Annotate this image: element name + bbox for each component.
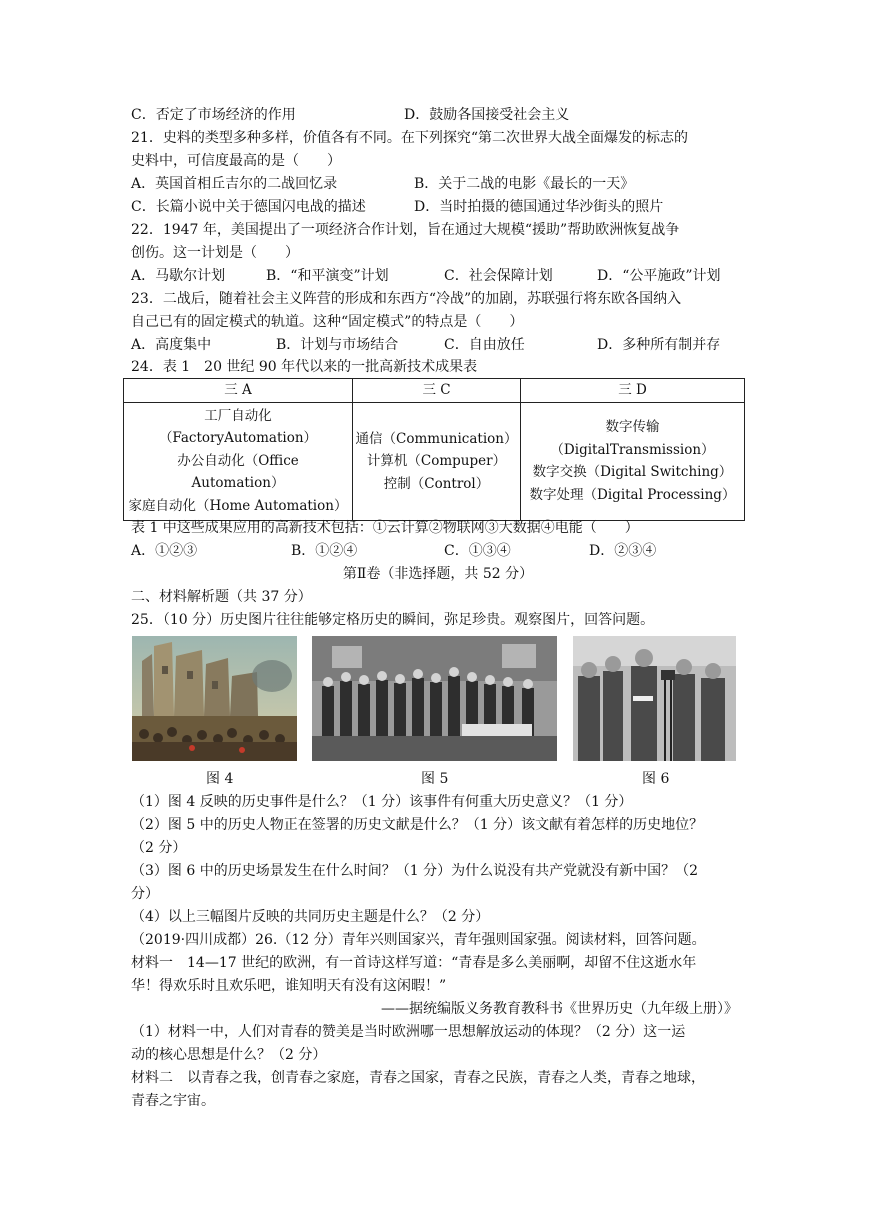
q22-option-d: D．“公平施政”计划	[597, 268, 721, 284]
q26-part-1: （1）材料一中，人们对青春的赞美是当时欧洲哪一思想解放运动的体现？（2 分）这一运	[131, 1024, 686, 1040]
tech-achievements-table	[123, 378, 745, 521]
figure-6-caption: 图 6	[642, 771, 670, 787]
figure-4-drawing	[132, 636, 297, 761]
table-header: 三 D	[521, 379, 745, 403]
material-1-cont: 华！得欢乐时且欢乐吧，谁知明天有没有这闲暇！”	[131, 978, 447, 994]
q23-stem-cont: 自己已有的固定模式的轨道。这种“固定模式”的特点是（ ）	[131, 314, 524, 330]
cell-line: 数字处理（Digital Processing）	[529, 486, 736, 503]
figure-6-drawing	[573, 636, 736, 761]
q22-stem-cont: 创伤。这一计划是（ ）	[131, 245, 299, 261]
q21-stem: 21．史料的类型多种多样，价值各有不同。在下列探究“第二次世界大战全面爆发的标志的	[131, 130, 688, 146]
q22-stem: 22．1947 年，美国提出了一项经济合作计划，旨在通过大规模“援助”帮助欧洲恢复战争	[131, 222, 680, 238]
material-1: 材料一 14—17 世纪的欧洲，有一首诗这样写道：“青春是多么美丽啊，却留不住这逝水年	[131, 955, 697, 971]
table-cell-c	[353, 402, 521, 521]
q23-option-b: B．计划与市场结合	[276, 337, 399, 353]
q21-option-b: B．关于二战的电影《最长的一天》	[414, 176, 635, 192]
section-two-heading: 二、材料解析题（共 37 分）	[131, 589, 312, 605]
q24-option-d: D．②③④	[589, 543, 657, 559]
q23-stem: 23．二战后，随着社会主义阵营的形成和东西方“冷战”的加剧，苏联强行将东欧各国纳入	[131, 291, 682, 307]
figure-5-drawing	[312, 636, 557, 761]
q24-option-b: B．①②④	[291, 543, 358, 559]
q26-stem: （2019·四川成都）26.（12 分）青年兴则国家兴，青年强则国家强。阅读材料，回答问题。	[131, 932, 706, 948]
cell-line: 数字传输	[605, 419, 660, 436]
q22-option-a: A．马歇尔计划	[131, 268, 226, 284]
table-cell-a	[124, 402, 353, 521]
q25-part-3-cont: 分）	[131, 886, 159, 902]
material-2-cont: 青春之宇宙。	[131, 1093, 215, 1109]
table-header: 三 A	[124, 379, 353, 403]
q25-part-4: （4）以上三幅图片反映的共同历史主题是什么？（2 分）	[131, 909, 490, 925]
table-header-row	[124, 379, 745, 403]
figure-4-image	[132, 636, 297, 761]
cell-line: 计算机（Compuper）	[366, 453, 507, 469]
cell-line: 数字交换（Digital Switching）	[532, 464, 733, 481]
q24-table-title: 24．表 1 20 世纪 90 年代以来的一批高新技术成果表	[131, 359, 478, 375]
q20-option-d: D．鼓励各国接受社会主义	[404, 107, 570, 123]
figure-5-image	[312, 636, 557, 761]
material-2: 材料二 以青春之我，创青春之家庭，青春之国家，青春之民族，青春之人类，青春之地球，	[131, 1070, 705, 1086]
cell-line: 家庭自动化（Home Automation）	[128, 497, 348, 514]
cell-line: 工厂自动化	[204, 407, 272, 424]
cell-line: （FactoryAutomation）	[158, 430, 318, 446]
cell-line: Automation）	[191, 475, 285, 491]
q25-part-2: （2）图 5 中的历史人物正在签署的历史文献是什么？（1 分）该文献有着怎样的历史地位？	[131, 817, 704, 833]
figure-6-image	[573, 636, 736, 761]
q24-option-c: C．①③④	[444, 543, 511, 559]
figure-5-caption: 图 5	[421, 771, 449, 787]
q25-part-1: （1）图 4 反映的历史事件是什么？（1 分）该事件有何重大历史意义？（1 分）	[131, 794, 633, 810]
part-two-heading: 第Ⅱ卷（非选择题，共 52 分）	[342, 566, 534, 582]
q21-option-d: D．当时拍摄的德国通过华沙街头的照片	[414, 199, 664, 215]
q24-option-a: A．①②③	[131, 543, 198, 559]
material-1-source: ——据统编版义务教育教科书《世界历史（九年级上册）》	[381, 1001, 738, 1017]
table-header: 三 C	[353, 379, 521, 403]
q22-option-c: C．社会保障计划	[444, 268, 553, 284]
q20-option-c: C．否定了市场经济的作用	[131, 107, 296, 123]
q21-stem-cont: 史料中，可信度最高的是（ ）	[131, 153, 341, 169]
cell-line: 办公自动化（Office	[177, 452, 299, 469]
q21-option-a: A．英国首相丘吉尔的二战回忆录	[131, 176, 338, 192]
q22-option-b: B．“和平演变”计划	[266, 268, 389, 284]
q25-stem: 25．（10 分）历史图片往往能够定格历史的瞬间，弥足珍贵。观察图片，回答问题。	[131, 612, 655, 628]
q23-option-c: C．自由放任	[444, 337, 525, 353]
cell-line: （DigitalTransmission）	[550, 441, 715, 458]
q25-part-2-cont: （2 分）	[131, 840, 187, 856]
q24-stem: 表 1 中这些成果应用的高新技术包括：①云计算②物联网③大数据④电能（ ）	[131, 520, 639, 536]
q25-part-3: （3）图 6 中的历史场景发生在什么时间？（1 分）为什么说没有共产党就没有新中国？（2	[131, 863, 698, 879]
figure-4-caption: 图 4	[206, 771, 234, 787]
q23-option-d: D．多种所有制并存	[597, 337, 721, 353]
table-row	[124, 402, 745, 521]
q21-option-c: C．长篇小说中关于德国闪电战的描述	[131, 199, 366, 215]
table-cell-d	[521, 402, 745, 521]
cell-line: 通信（Communication）	[355, 430, 518, 447]
q26-part-1-cont: 动的核心思想是什么？（2 分）	[131, 1047, 327, 1063]
cell-line: 控制（Control）	[383, 475, 490, 492]
q23-option-a: A．高度集中	[131, 337, 212, 353]
